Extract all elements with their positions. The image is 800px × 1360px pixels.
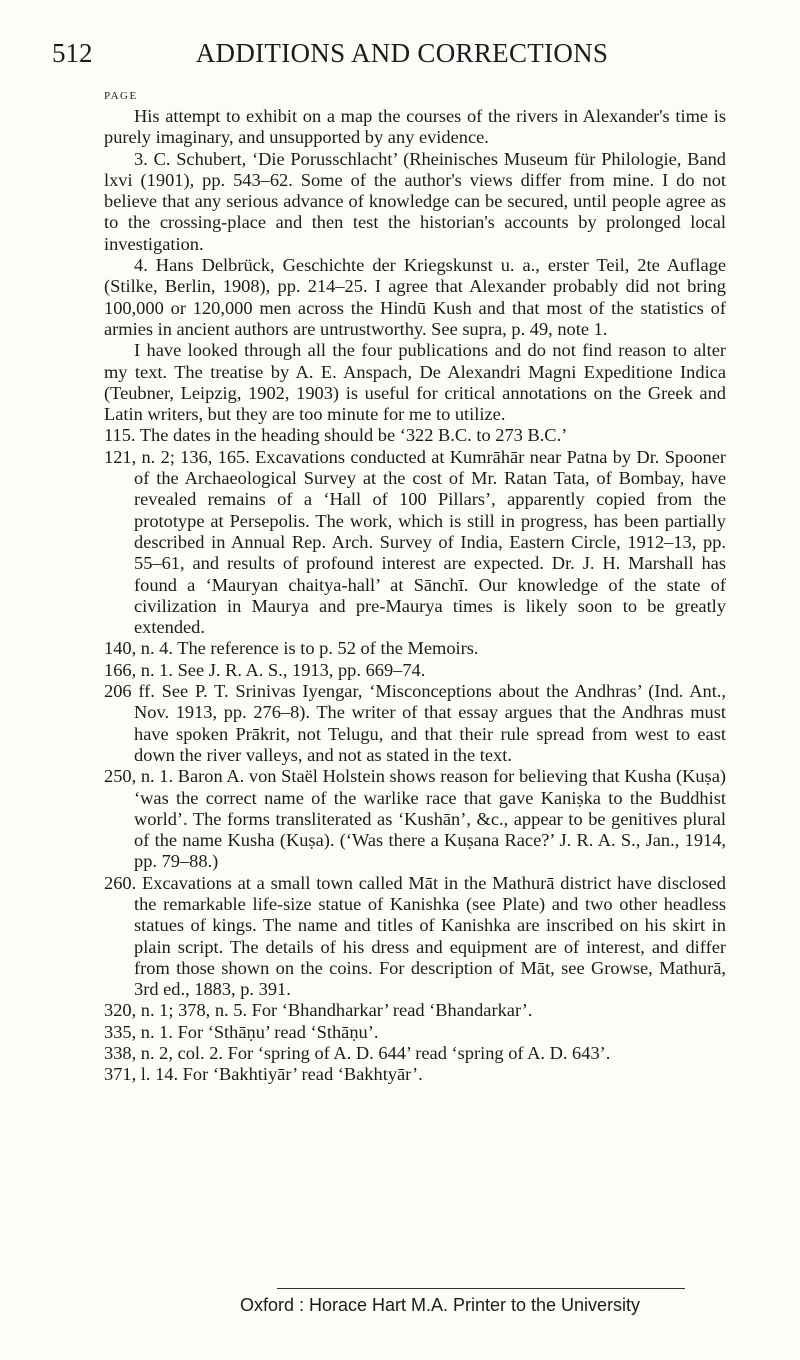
running-head: ADDITIONS AND CORRECTIONS: [195, 38, 609, 68]
page-number: 512: [52, 38, 93, 68]
correction-entry: 206 ff. See P. T. Srinivas Iyengar, ‘Misconceptions about the Andhras’ (Ind. Ant., Nov. 1913, pp. 276–8). The writer of that essay argues that the Andhras must have spoken Prākrit, not Telugu, and that their rule spread from west to east down the river valleys, and not as stated in the text.: [104, 681, 726, 765]
paragraph: 4. Hans Delbrück, Geschichte der Kriegskunst u. a., erster Teil, 2te Auflage (Stilke, Berlin, 1908), pp. 214–25. I agree that Alexander probably did not bring 100,000 or 120,000 men across the Hindū Kush and that most of the statistics of armies in ancient authors are untrustworthy. See supra, p. 49, note 1.: [104, 255, 726, 339]
correction-entry: 335, n. 1. For ‘Sthāṇu’ read ‘Sthāṇu’.: [104, 1021, 379, 1042]
correction-entry: 121, n. 2; 136, 165. Excavations conducted at Kumrāhār near Patna by Dr. Spooner of the Archaeological Survey at the cost of Mr. Ratan Tata, of Bombay, have revealed remains of a ‘Hall of 100 Pillars’, apparently copied from the prototype at Persepolis. The work, which is still in progress, has been partially described in Annual Rep. Arch. Survey of India, Eastern Circle, 1912–13, pp. 55–61, and results of profound interest are expected. Dr. J. H. Marshall has found a ‘Mauryan chaitya-hall’ at Sānchī. Our knowledge of the state of civilization in Maurya and pre-Maurya times is likely soon to be greatly extended.: [104, 446, 726, 638]
page-column-label: PAGE: [104, 90, 138, 102]
paragraph: 3. C. Schubert, ‘Die Porusschlacht’ (Rheinisches Museum für Philologie, Band lxvi (1901), pp. 543–62. Some of the author's views differ from mine. I do not believe that any serious advance of knowledge can be secured, until people agree as to the crossing-place and then test the historian's accounts by prolonged local investigation.: [104, 148, 726, 254]
correction-entry: 166, n. 1. See J. R. A. S., 1913, pp. 669–74.: [104, 659, 426, 680]
correction-entry: 371, l. 14. For ‘Bakhtiyār’ read ‘Bakhtyār’.: [104, 1064, 423, 1085]
correction-entry: 140, n. 4. The reference is to p. 52 of the Memoirs.: [104, 638, 479, 659]
paragraph: I have looked through all the four publications and do not find reason to alter my text. The treatise by A. E. Anspach, De Alexandri Magni Expeditione Indica (Teubner, Leipzig, 1902, 1903) is useful for critical annotations on the Greek and Latin writers, but they are too minute for me to utilize.: [104, 340, 726, 425]
correction-entry: 250, n. 1. Baron A. von Staël Holstein shows reason for believing that Kusha (Kuṣa) ‘was the correct name of the warlike race that gave Kaniṣka to the Buddhist world’. The forms transliterated as ‘Kushān’, &c., appear to be genitives plural of the name Kusha (Kuṣa). (‘Was there a Kuṣana Race?’ J. R. A. S., Jan., 1914, pp. 79–88.): [104, 766, 726, 872]
correction-entry: 115. The dates in the heading should be ‘322 B.C. to 273 B.C.’: [104, 425, 568, 446]
page-header: [52, 38, 752, 72]
correction-entry: 338, n. 2, col. 2. For ‘spring of A. D. 644’ read ‘spring of A. D. 643’.: [104, 1043, 611, 1064]
correction-entry: 320, n. 1; 378, n. 5. For ‘Bhandharkar’ read ‘Bhandarkar’.: [104, 1000, 533, 1021]
correction-entry: 260. Excavations at a small town called Māt in the Mathurā district have disclosed the remarkable life-size statue of Kanishka (see Plate) and two other headless statues of kings. The name and titles of Kanishka are inscribed on his skirt in plain script. The details of his dress and equipment are of interest, and differ from those shown on the coins. For description of Māt, see Growse, Mathurā, 3rd ed., 1883, p. 391.: [104, 872, 726, 1000]
paragraph: His attempt to exhibit on a map the courses of the rivers in Alexander's time is purely imaginary, and unsupported by any evidence.: [104, 106, 726, 148]
corrections-body: [104, 106, 726, 1086]
printer-imprint: Oxford : Horace Hart M.A. Printer to the University: [239, 1295, 641, 1315]
footer-rule: [277, 1288, 685, 1289]
